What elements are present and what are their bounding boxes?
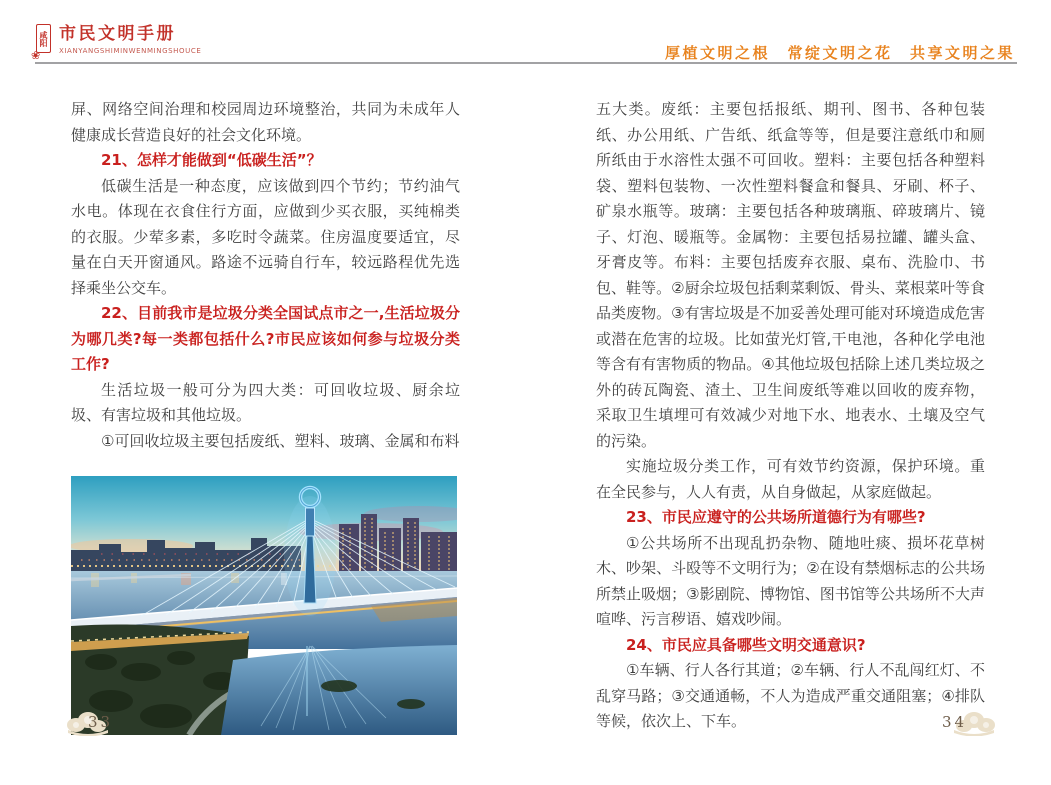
page-number: 34 (942, 713, 968, 731)
answer-paragraph: 生活垃圾一般可分为四大类：可回收垃圾、厨余垃圾、有害垃圾和其他垃圾。 (71, 380, 460, 424)
handbook-logo (31, 24, 202, 62)
left-page-text (71, 97, 460, 454)
right-page-column (596, 97, 985, 735)
header-divider (35, 62, 1017, 64)
question-heading: 23、市民应遵守的公共场所道德行为有哪些? (626, 508, 926, 526)
seal-icon (31, 24, 52, 62)
answer-paragraph: ①车辆、行人各行其道；②车辆、行人不乱闯红灯、不乱穿马路；③交通通畅，不人为造成严重交通阻塞；④排队等候，依次上、下车。 (596, 661, 985, 730)
answer-paragraph: ①公共场所不出现乱扔杂物、随地吐痰、损坏花草树木、吵架、斗殴等不文明行为；②在设有禁烟标志的公共场所禁止吸烟；③影剧院、博物馆、图书馆等公共场所不大声喧哗、污言秽语、嬉戏吵闹。 (596, 533, 985, 628)
flower-seal-icon: ❀ (31, 49, 41, 62)
bridge-night-photo-art (71, 476, 457, 735)
bridge-night-photo (71, 476, 457, 735)
handbook-title-pinyin: XIANYANGSHIMINWENMINGSHOUCE (59, 47, 202, 55)
handbook-title: 市民文明手册 (59, 24, 176, 44)
page-number-right (936, 710, 1016, 740)
right-page-text (596, 97, 985, 735)
logo-text (59, 24, 201, 55)
question-heading: 24、市民应具备哪些文明交通意识? (626, 635, 866, 654)
answer-paragraph: 实施垃圾分类工作，可有效节约资源，保护环境。重在全民参与，人人有责，从自身做起，从家庭做起。 (596, 457, 985, 501)
answer-paragraph: 五大类。废纸：主要包括报纸、期刊、图书、各种包装纸、办公用纸、广告纸、纸盒等等，但是要注意纸巾和厕所纸由于水溶性太强不可回收。塑料：主要包括各种塑料袋、塑料包装物、一次性塑料餐盒和餐具、牙刷、杯子、矿泉水瓶等。玻璃：主要包括各种玻璃瓶、碎玻璃片、镜子、灯泡、暖瓶等。金属物：主要包括易拉罐、罐头盒、牙膏皮等。布料：主要包括废弃衣服、桌布、洗脸巾、书包、鞋等。②厨余垃圾包括剩菜剩饭、骨头、菜根菜叶等食品类废物。③有害垃圾是不加妥善处理可能对环境造成危害或潜在危害的垃圾。比如萤光灯管,干电池，各种化学电池等含有有害物质的物品。④其他垃圾包括除上述几类垃圾之外的砖瓦陶瓷、渣土、卫生间废纸等难以回收的废弃物，采取卫生填埋可有效减少对地下水、地表水、土壤及空气的污染。 (596, 100, 985, 450)
answer-paragraph: 屏、网络空间治理和校园周边环境整治，共同为未成年人健康成长营造良好的社会文化环境。 (71, 100, 460, 144)
header-slogan: 厚植文明之根 常绽文明之花 共享文明之果 (664, 44, 1015, 62)
page-number: 33 (88, 713, 114, 731)
question-heading: 22、目前我市是垃圾分类全国试点市之一,生活垃圾分为哪几类?每一类都包括什么?市民应该如何参与垃圾分类工作? (71, 304, 460, 373)
seal-characters: 咸阳 (36, 24, 51, 53)
question-heading: 21、怎样才能做到“低碳生活”？ (101, 151, 322, 169)
left-page-column (71, 97, 460, 735)
page-number-left (64, 710, 144, 740)
answer-paragraph: ①可回收垃圾主要包括废纸、塑料、玻璃、金属和布料 (101, 431, 460, 450)
answer-paragraph: 低碳生活是一种态度，应该做到四个节约；节约油气水电。体现在衣食住行方面，应做到少买衣服，买纯棉类的衣服。少荤多素，多吃时令蔬菜。住房温度要适宜，尽量在白天开窗通风。路途不远骑自行车，较远路程优先选择乘坐公交车。 (71, 176, 460, 297)
